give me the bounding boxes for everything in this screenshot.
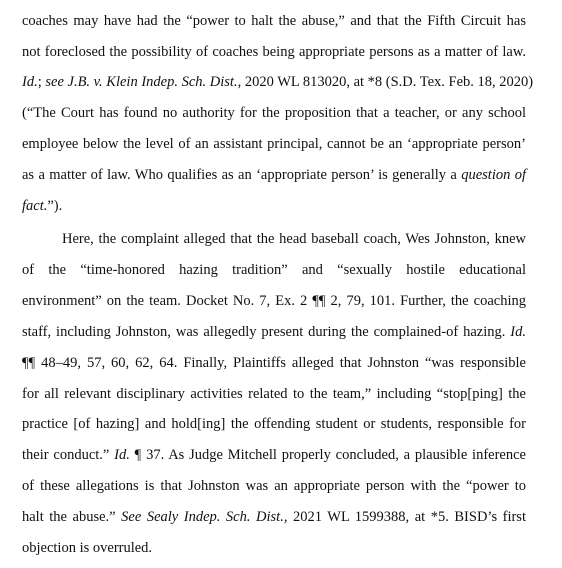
text-line bbox=[22, 353, 526, 373]
text-segment: ”). bbox=[47, 198, 63, 214]
text-line bbox=[22, 445, 526, 465]
italic-text-segment: question of bbox=[461, 167, 526, 183]
italic-text-segment: Id. bbox=[114, 447, 130, 463]
text-line bbox=[22, 322, 526, 342]
text-line bbox=[22, 476, 526, 496]
text-segment: , 2020 WL 813020, at *8 (S.D. Tex. Feb. 18, 2020) bbox=[237, 74, 534, 90]
text-line bbox=[22, 42, 526, 62]
text-line bbox=[22, 384, 526, 404]
text-line bbox=[22, 414, 526, 434]
text-line bbox=[22, 11, 526, 31]
text-segment: ¶¶ 48–49, 57, 60, 62, 64. Finally, Plaintiffs alleged that Johnston “was responsible bbox=[22, 355, 526, 371]
text-segment: environment” on the team. Docket No. 7, Ex. 2 ¶¶ 2, 79, 101. Further, the coaching bbox=[22, 293, 526, 309]
text-segment: of these allegations is that Johnston was an appropriate person with the “power to bbox=[22, 478, 526, 494]
italic-text-segment: Id. bbox=[510, 324, 526, 340]
text-segment: halt the abuse.” bbox=[22, 509, 122, 525]
text-line bbox=[22, 291, 526, 311]
text-segment: Here, the complaint alleged that the head baseball coach, Wes Johnston, knew bbox=[62, 231, 526, 247]
text-line bbox=[22, 103, 526, 123]
text-segment: for all relevant disciplinary activities related to the team,” including “stop[ping] the bbox=[22, 386, 526, 402]
text-segment: coaches may have had the “power to halt the abuse,” and that the Fifth Circuit has bbox=[22, 13, 526, 29]
text-segment: their conduct.” bbox=[22, 447, 115, 463]
italic-text-segment: See Sealy Indep. Sch. Dist. bbox=[121, 509, 284, 525]
text-segment: staff, including Johnston, was allegedly present during the complained-of hazing. bbox=[22, 324, 511, 340]
text-line bbox=[22, 538, 152, 558]
text-segment: objection is overruled. bbox=[22, 540, 153, 556]
text-segment: (“The Court has found no authority for the proposition that a teacher, or any school bbox=[22, 105, 526, 121]
text-segment: practice [of hazing] and hold[ing] the offending student or students, responsible for bbox=[22, 416, 526, 432]
text-line bbox=[22, 165, 526, 185]
text-segment: , 2021 WL 1599388, at *5. BISD’s first bbox=[283, 509, 526, 525]
text-segment: of the “time-honored hazing tradition” and “sexually hostile educational bbox=[22, 262, 526, 278]
text-line bbox=[22, 134, 526, 154]
italic-text-segment: fact. bbox=[22, 198, 48, 214]
text-segment: employee below the level of an assistant principal, cannot be an ‘appropriate person’ bbox=[22, 136, 526, 152]
text-segment: ¶ 37. As Judge Mitchell properly concluded, a plausible inference bbox=[129, 447, 526, 463]
text-segment: as a matter of law. Who qualifies as an ‘appropriate person’ is generally a bbox=[22, 167, 462, 183]
text-line bbox=[22, 507, 526, 527]
text-line bbox=[22, 260, 526, 280]
text-segment: not foreclosed the possibility of coaches being appropriate persons as a matter of law. bbox=[22, 44, 526, 60]
text-line bbox=[22, 196, 62, 216]
italic-text-segment: Id. bbox=[22, 74, 38, 90]
italic-text-segment: see J.B. v. Klein Indep. Sch. Dist. bbox=[45, 74, 238, 90]
text-segment: ; bbox=[37, 74, 46, 90]
text-line bbox=[22, 72, 534, 92]
text-line bbox=[62, 229, 526, 249]
